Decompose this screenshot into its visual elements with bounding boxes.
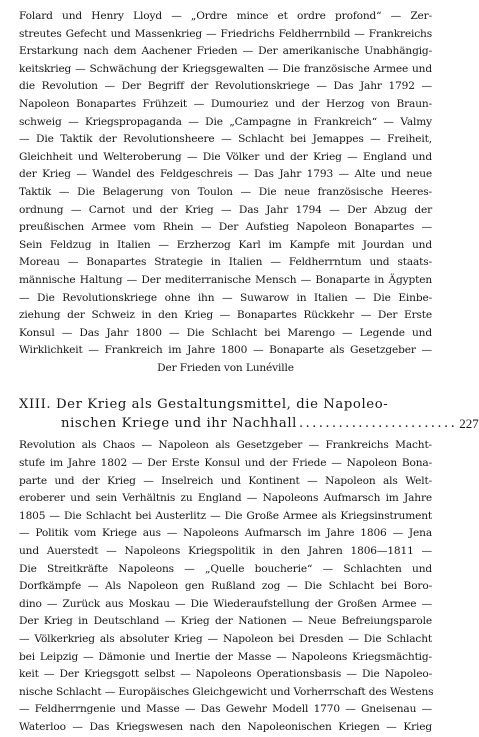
text-line: preußischen Armee vom Rhein — Der Aufstieg Napoleon Bonapartes — [19, 221, 432, 234]
text-line: 1805 — Die Schlacht bei Austerlitz — Die Große Armee als Kriegsinstrument [19, 509, 432, 522]
text-line: Gleichheit und Welteroberung — Die Völker und der Krieg — England und [19, 150, 432, 163]
text-line: Waterloo — Das Kriegswesen nach den Napoleonischen Kriegen — Krieg [19, 720, 432, 733]
text-line: Konsul — Das Jahr 1800 — Die Schlacht bei Marengo — Legende und [19, 326, 432, 339]
text-line: Folard und Henry Lloyd — „Ordre mince et ordre profond“ — Zer- [19, 10, 432, 22]
text-line: ordnung — Carnot und der Krieg — Das Jahr 1794 — Der Abzug der [19, 203, 432, 216]
chapter-heading-xiii [19, 395, 479, 433]
text-line: Der Frieden von Lunéville [157, 361, 294, 374]
document-page [19, 8, 479, 737]
text-line: Napoleon Bonapartes Frühzeit — Dumouriez und der Herzog von Braun- [19, 97, 432, 110]
text-line: keit — Der Kriegsgott selbst — Napoleons Operationsbasis — Die Napoleo- [19, 668, 432, 681]
text-line: streutes Gefecht und Massenkrieg — Friedrichs Feldherrnbild — Frankreichs [19, 27, 432, 40]
text-line: bei Leipzig — Dämonie und Inertie der Masse — Napoleons Kriegsmächtig- [19, 650, 432, 663]
text-line: Erstarkung nach dem Aachener Frieden — Der amerikanische Unabhängig- [19, 45, 432, 58]
text-line: Sein Feldzug in Italien — Erzherzog Karl im Kampfe mit Jourdan und [19, 238, 432, 251]
chapter-title-line-1: XIII. Der Krieg als Gestaltungsmittel, die Napoleo- [19, 397, 389, 413]
text-line: — Feldherrngenie und Masse — Das Gewehr Modell 1770 — Gneisenau — [19, 703, 432, 716]
text-line: Die Streitkräfte Napoleons — „Quelle boucherie“ — Schlachten und [19, 562, 432, 575]
text-line: ziehung der Schweiz in den Krieg — Bonapartes Rückkehr — Der Erste [19, 309, 432, 322]
text-line: parte und der Krieg — Inselreich und Kontinent — Napoleon als Welt- [19, 474, 432, 487]
text-line: Dorfkämpfe — Als Napoleon gen Rußland zog — Die Schlacht bei Boro- [19, 580, 432, 593]
text-line: eroberer und sein Verhältnis zu England — Napoleons Aufmarsch im Jahre [19, 492, 432, 505]
text-line: — Politik vom Kriege aus — Napoleons Aufmarsch im Jahre 1806 — Jena [19, 527, 432, 540]
text-line: keitskrieg — Schwächung der Kriegsgewalten — Die französische Armee und [19, 62, 432, 75]
chapter-xiii-summary [19, 437, 432, 736]
text-line: und Auerstedt — Napoleons Kriegspolitik in den Jahren 1806—1811 — [19, 545, 432, 558]
text-line: — Die Revolutionskriege ohne ihn — Suwarow in Italien — Die Einbe- [19, 291, 432, 304]
chapter-title-continuation: nischen Kriege und ihr Nachhall [61, 416, 297, 432]
text-line: nische Schlacht — Europäisches Gleichgewicht und Vorherrschaft des Westens [19, 685, 434, 698]
text-line: — Völkerkrieg als absoluter Krieg — Napoleon bei Dresden — Die Schlacht [19, 633, 432, 645]
text-line: stufe im Jahre 1802 — Der Erste Konsul und der Friede — Napoleon Bona- [19, 457, 432, 470]
text-line: Revolution als Chaos — Napoleon als Gesetzgeber — Frankreichs Macht- [19, 439, 432, 452]
chapter-xii-summary [19, 8, 432, 377]
chapter-title-line-2 [19, 414, 479, 433]
text-line: Taktik — Die Belagerung von Toulon — Die neue französische Heeres- [19, 185, 432, 198]
text-line: Wirklichkeit — Frankreich im Jahre 1800 — Bonaparte als Gesetzgeber — [19, 344, 432, 357]
leader-dots: ........................ [298, 416, 458, 432]
text-line: — Die Taktik der Revolutionsheere — Schlacht bei Jemappes — Freiheit, [19, 133, 432, 146]
text-line: schweig — Kriegspropaganda — Die „Campagne in Frankreich“ — Valmy [19, 115, 432, 128]
text-line: Moreau — Bonapartes Strategie in Italien — Feldherrntum und staats- [19, 256, 432, 269]
chapter-page-number: 227 [459, 416, 479, 432]
text-line: Der Krieg in Deutschland — Krieg der Nationen — Neue Befreiungsparole [19, 615, 432, 628]
text-line: dino — Zurück aus Moskau — Die Wiederaufstellung der Großen Armee — [19, 597, 432, 610]
text-line: der Krieg — Wandel des Feldgeschreis — Das Jahr 1793 — Alte und neue [19, 168, 432, 181]
text-line: die Revolution — Der Begriff der Revolutionskriege — Das Jahr 1792 — [19, 80, 432, 93]
text-line: männische Haltung — Der mediterranische Mensch — Bonaparte in Ägypten [19, 273, 432, 286]
